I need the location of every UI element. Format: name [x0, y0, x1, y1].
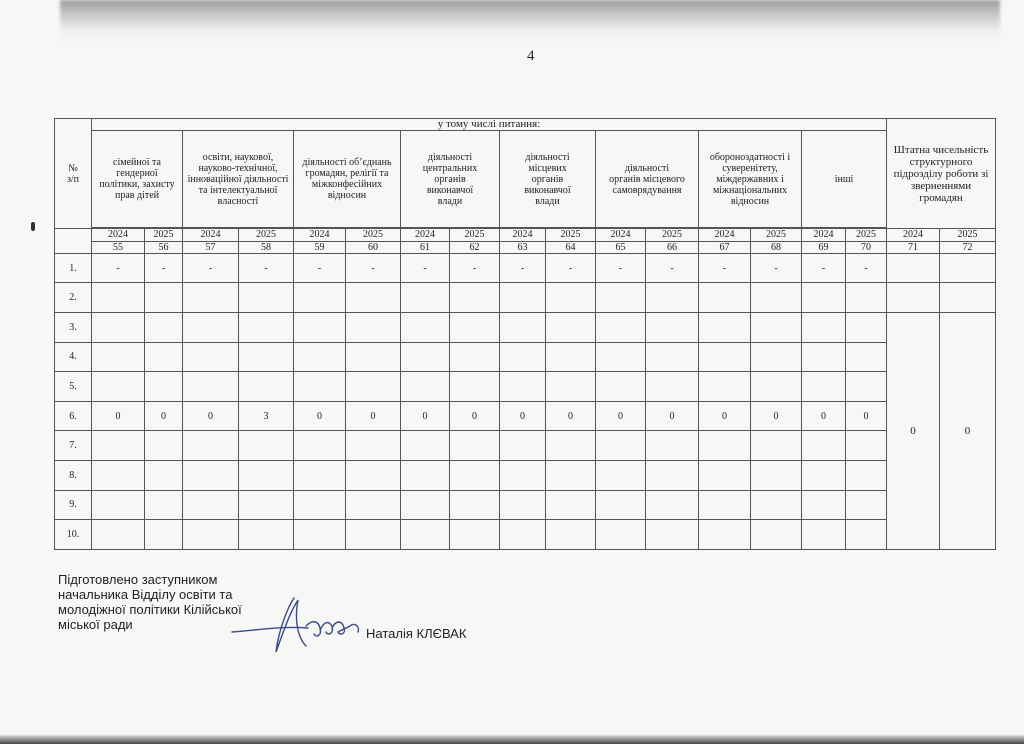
year-label: 2025 [346, 229, 401, 241]
row-label: 1. [55, 253, 92, 283]
cell-value: - [846, 253, 887, 283]
prepared-by-line: Підготовлено заступником [58, 572, 218, 587]
cell-value: 0 [751, 401, 802, 431]
cell-value: 0 [546, 401, 596, 431]
row-label: 8. [55, 461, 92, 491]
prepared-by-line: міської ради [58, 617, 133, 632]
cell-value: - [546, 253, 596, 283]
topic-header: діяльності центральних органів виконавчої влади [401, 131, 500, 228]
page-number: 4 [527, 48, 535, 64]
scan-shadow-top [60, 0, 1000, 44]
column-number: 60 [346, 241, 401, 253]
year-label: 2024 [401, 229, 450, 241]
cell-value: - [401, 253, 450, 283]
row-label: 10. [55, 520, 92, 550]
cell-value: 0 [450, 401, 500, 431]
cell-value: - [450, 253, 500, 283]
cell-value: - [346, 253, 401, 283]
column-number: 63 [500, 241, 546, 253]
year-label: 2024 [887, 229, 940, 241]
cell-value: - [92, 253, 145, 283]
year-label: 2025 [646, 229, 699, 241]
year-label: 2025 [239, 229, 294, 241]
row-label: 9. [55, 490, 92, 520]
handwritten-signature [228, 590, 378, 660]
cell-value: - [500, 253, 546, 283]
year-label: 2025 [846, 229, 887, 241]
column-number: 71 [887, 241, 940, 253]
column-number: 66 [646, 241, 699, 253]
col-number-header: № з/п [55, 119, 92, 229]
signer-name: Наталія КЛЄВАК [366, 626, 467, 641]
year-label: 2025 [145, 229, 183, 241]
prepared-by-line: молодіжної політики Кілійської [58, 602, 242, 617]
column-number: 56 [145, 241, 183, 253]
row-label: 5. [55, 372, 92, 402]
group-header: у тому числі питання: [92, 119, 887, 131]
topic-header: сімейної та гендерної політики, захисту прав дітей [92, 131, 183, 228]
topic-header: інші [802, 131, 887, 228]
row-label: 6. [55, 401, 92, 431]
topic-header: діяльності місцевих органів виконавчої влади [500, 131, 596, 228]
scan-shadow-bottom [0, 734, 1024, 744]
cell-value: 0 [346, 401, 401, 431]
column-number: 64 [546, 241, 596, 253]
prepared-by-block [58, 572, 242, 632]
cell-value: 0 [92, 401, 145, 431]
year-label: 2024 [500, 229, 546, 241]
column-number: 59 [294, 241, 346, 253]
cell-value: - [145, 253, 183, 283]
column-number: 62 [450, 241, 500, 253]
report-table [54, 118, 990, 550]
cell-value: - [802, 253, 846, 283]
cell-value: - [294, 253, 346, 283]
row-label: 3. [55, 313, 92, 343]
cell-value: - [646, 253, 699, 283]
column-number: 58 [239, 241, 294, 253]
column-number: 70 [846, 241, 887, 253]
cell-empty [940, 253, 996, 283]
cell-value: - [751, 253, 802, 283]
cell-value: 0 [802, 401, 846, 431]
column-number: 69 [802, 241, 846, 253]
year-label: 2025 [940, 229, 996, 241]
cell-value: 0 [699, 401, 751, 431]
column-number: 68 [751, 241, 802, 253]
topic-header: діяльності органів місцевого самоврядування [596, 131, 699, 228]
year-label: 2024 [802, 229, 846, 241]
cell-value: 0 [145, 401, 183, 431]
cell-value: - [239, 253, 294, 283]
cell-value: - [699, 253, 751, 283]
row-label: 2. [55, 283, 92, 313]
prepared-by-line: начальника Відділу освіти та [58, 587, 233, 602]
column-number: 72 [940, 241, 996, 253]
topic-header: діяльності об’єднань громадян, релігії та міжконфесійних відносин [294, 131, 401, 228]
cell-value: 0 [294, 401, 346, 431]
cell-value: 0 [846, 401, 887, 431]
year-label: 2024 [294, 229, 346, 241]
year-label: 2024 [92, 229, 145, 241]
cell-value: 0 [646, 401, 699, 431]
row-label: 4. [55, 342, 92, 372]
cell-empty [887, 253, 940, 283]
year-label: 2024 [596, 229, 646, 241]
staff-value-2025: 0 [940, 313, 996, 550]
staff-value-2024: 0 [887, 313, 940, 550]
column-number: 65 [596, 241, 646, 253]
topic-header: освіти, наукової, науково-технічної, інноваційної діяльності та інтелектуальної власності [183, 131, 294, 228]
year-spacer [55, 229, 92, 254]
year-label: 2024 [699, 229, 751, 241]
topic-header: обороноздатності і суверенітету, міждержавних і міжнаціональних відносин [699, 131, 802, 228]
cell-value: - [596, 253, 646, 283]
row-label: 7. [55, 431, 92, 461]
cell-value: - [183, 253, 239, 283]
cell-value: 0 [183, 401, 239, 431]
cell-value: 0 [500, 401, 546, 431]
report-table-grid [54, 118, 996, 550]
column-number: 61 [401, 241, 450, 253]
year-label: 2024 [183, 229, 239, 241]
year-label: 2025 [546, 229, 596, 241]
cell-value: 3 [239, 401, 294, 431]
year-label: 2025 [450, 229, 500, 241]
scan-mark [31, 222, 35, 231]
cell-value: 0 [401, 401, 450, 431]
column-number: 55 [92, 241, 145, 253]
staff-header: Штатна чисельність структурного підрозділу роботи зі зверненнями громадян [887, 119, 996, 229]
column-number: 67 [699, 241, 751, 253]
cell-value: 0 [596, 401, 646, 431]
column-number: 57 [183, 241, 239, 253]
year-label: 2025 [751, 229, 802, 241]
